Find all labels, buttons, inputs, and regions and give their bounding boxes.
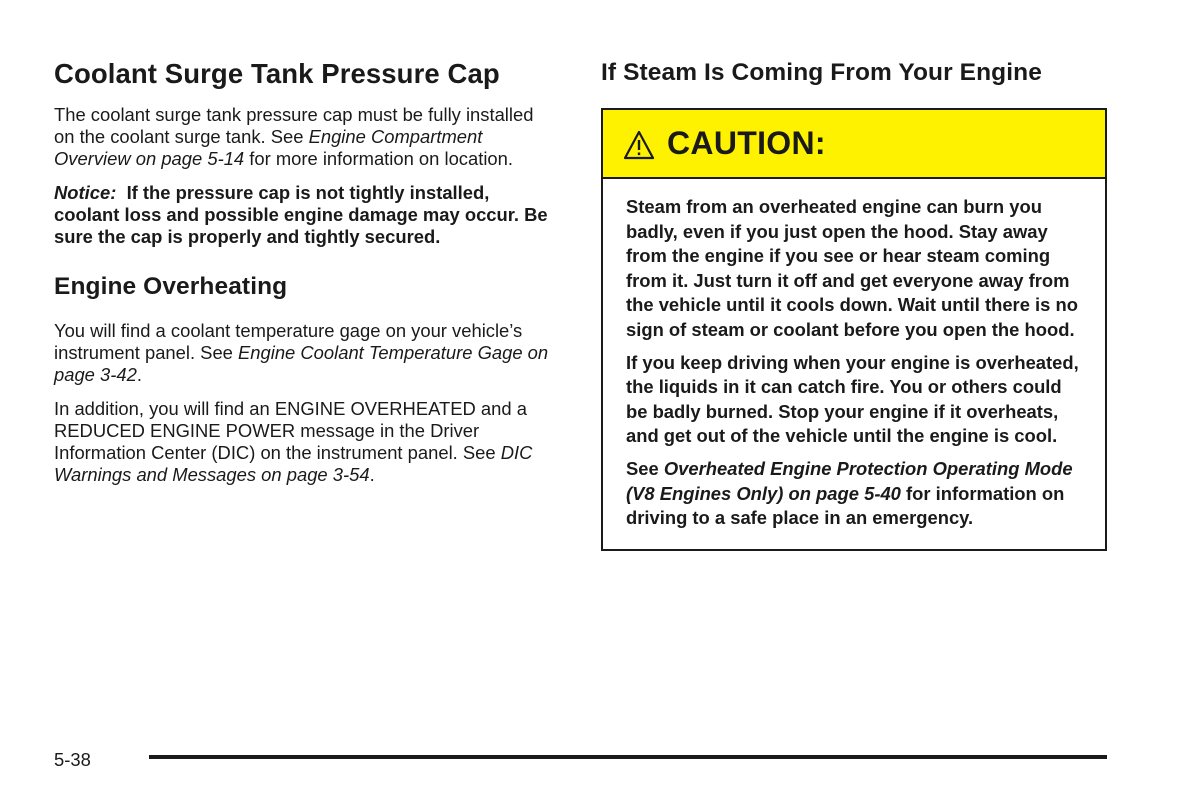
overheating-text-1-end: .: [136, 364, 142, 385]
page-number: 5-38: [54, 749, 91, 770]
notice-label: Notice:: [54, 182, 117, 203]
left-column: [54, 58, 554, 498]
caution-paragraph-3: [626, 457, 1083, 531]
notice-text: If the pressure cap is not tightly installed, coolant loss and possible engine damage may occur. Be sure the cap is properly and tightly secured.: [54, 182, 553, 247]
engine-compartment-reference: Engine Compartment Overview on page 5-14: [54, 126, 483, 169]
overheating-text-2-end: .: [369, 464, 375, 485]
coolant-gage-reference: Engine Coolant Temperature Gage on page 3-42: [54, 342, 549, 385]
overheating-paragraph-1: [54, 320, 554, 386]
overheating-text-1: You will find a coolant temperature gage on your vehicle’s instrument panel. See: [54, 320, 523, 363]
steam-heading: If Steam Is Coming From Your Engine: [601, 59, 1042, 86]
overheating-paragraph-2: [54, 398, 554, 486]
coolant-cap-text: The coolant surge tank pressure cap must be fully installed on the coolant surge tank. See: [54, 104, 534, 147]
caution-body: [603, 179, 1105, 549]
coolant-cap-heading: Coolant Surge Tank Pressure Cap: [54, 58, 500, 89]
coolant-cap-paragraph: [54, 104, 554, 170]
caution-paragraph-2: If you keep driving when your engine is overheated, the liquids in it can catch fire. You or others could be badly burned. Stop your engine if it overheats, and get out of the vehicle until the engine is cool.: [626, 351, 1079, 447]
caution-text-3: See: [626, 457, 664, 479]
caution-text-3-end: for information on driving to a safe place in an emergency.: [626, 482, 1065, 529]
caution-paragraph-1: Steam from an overheated engine can burn you badly, even if you just open the hood. Stay away from the engine if you see or hear steam coming from it. Just turn it off and get everyone away from the vehicle until it cools down. Wait until there is no sign of steam or coolant before you open the hood.: [626, 196, 1078, 340]
overheating-text-2: In addition, you will find an ENGINE OVERHEATED and a REDUCED ENGINE POWER message in the Driver Information Center (DIC) on the instrument panel. See: [54, 398, 527, 463]
engine-overheating-heading: Engine Overheating: [54, 273, 288, 300]
caution-label: CAUTION:: [667, 125, 826, 161]
caution-header: [603, 110, 1105, 179]
right-column: [601, 58, 1107, 551]
overheated-protection-reference: Overheated Engine Protection Operating Mode (V8 Engines Only) on page 5-40: [626, 457, 1073, 504]
caution-box: [601, 108, 1107, 551]
coolant-cap-text-end: for more information on location.: [244, 148, 513, 169]
dic-warnings-reference: DIC Warnings and Messages on page 3-54: [54, 442, 533, 485]
notice-paragraph: [54, 182, 554, 248]
warning-triangle-icon: [623, 130, 655, 160]
footer-rule: [149, 755, 1107, 759]
